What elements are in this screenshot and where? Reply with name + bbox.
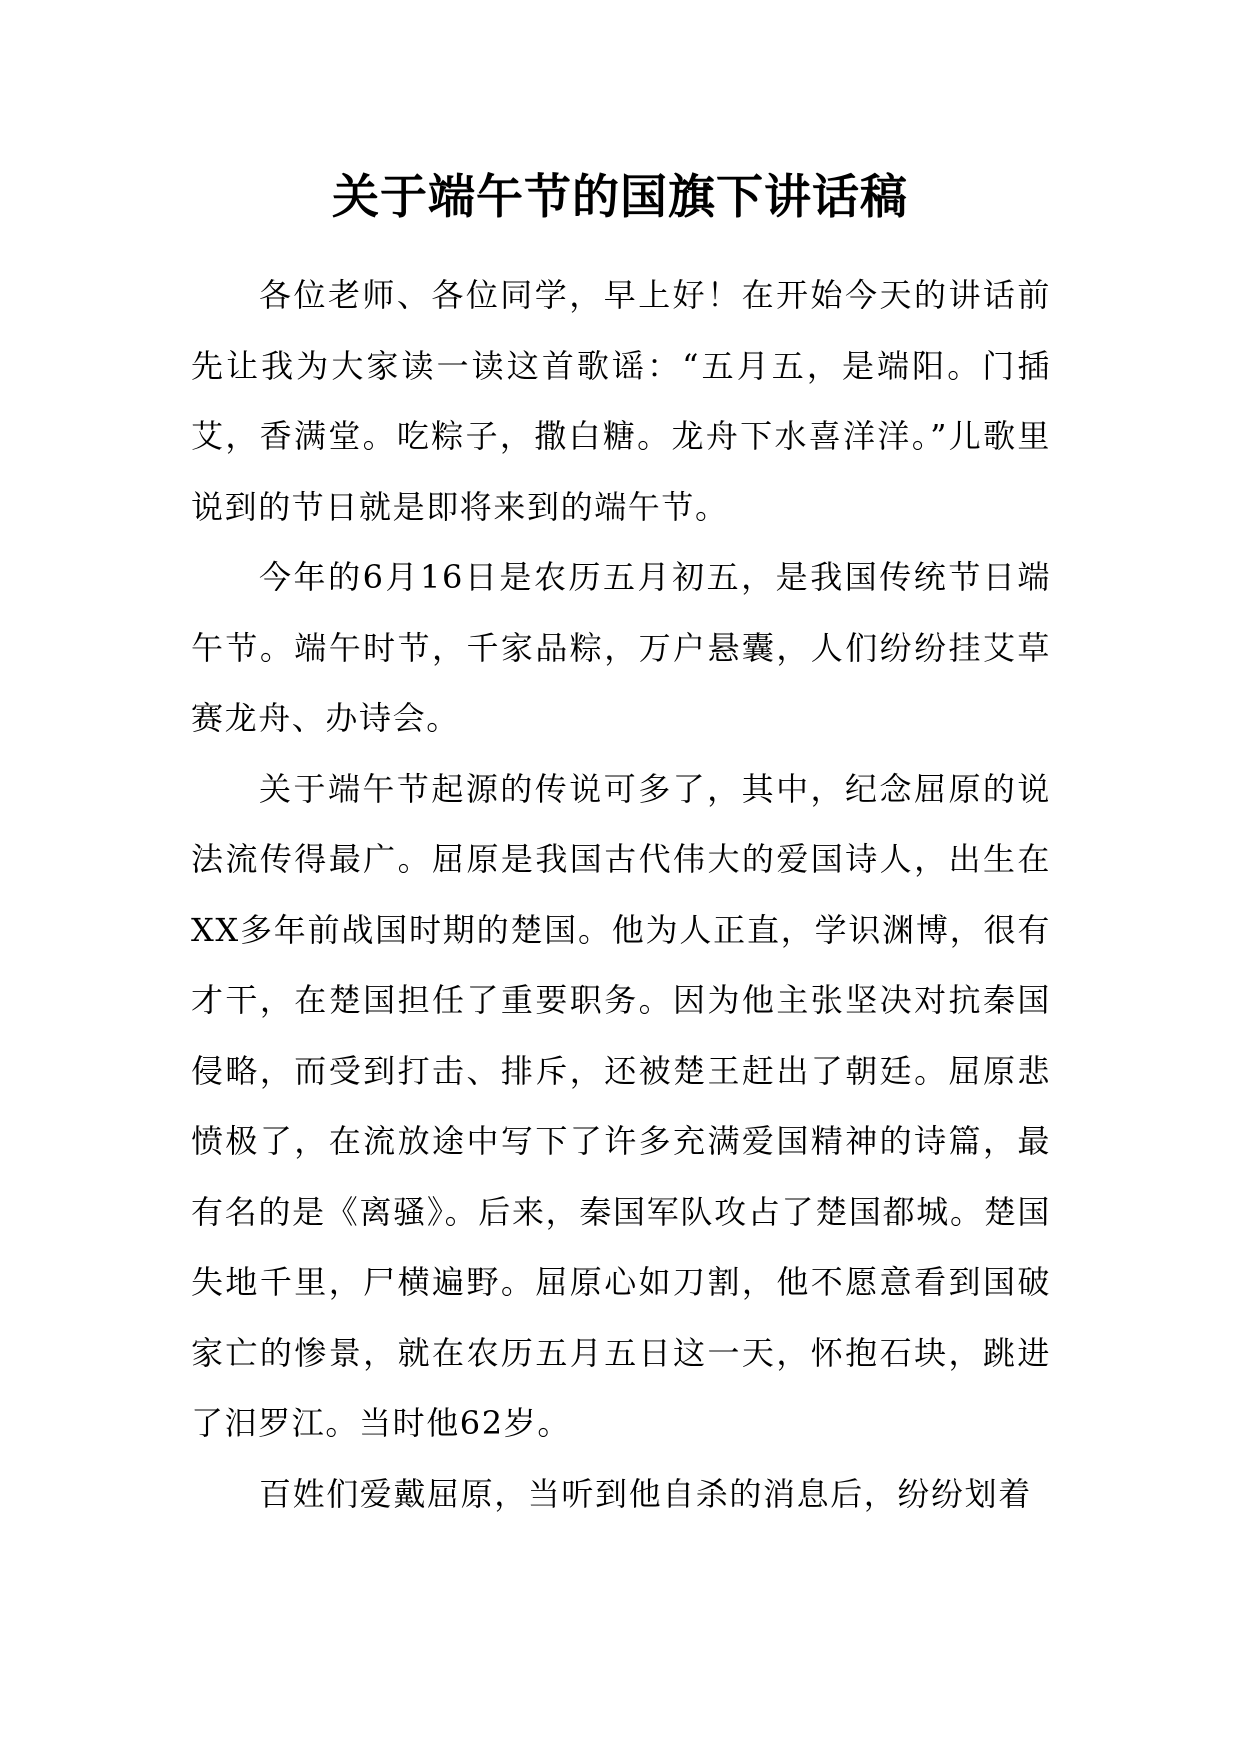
document-body bbox=[191, 260, 1051, 1529]
paragraph: 今年的6月16日是农历五月初五，是我国传统节日端午节。端午时节，千家品粽，万户悬囊，人们纷纷挂艾草赛龙舟、办诗会。 bbox=[191, 558, 1051, 737]
paragraph: 关于端午节起源的传说可多了，其中，纪念屈原的说法流传得最广。屈原是我国古代伟大的爱国诗人，出生在XX多年前战国时期的楚国。他为人正直，学识渊博，很有才干，在楚国担任了重要职务。因为他主张坚决对抗秦国侵略，而受到打击、排斥，还被楚王赶出了朝廷。屈原悲愤极了，在流放途中写下了许多充满爱国精神的诗篇，最有名的是《离骚》。后来，秦国军队攻占了楚国都城。楚国失地千里，尸横遍野。屈原心如刀割，他不愿意看到国破家亡的惨景，就在农历五月五日这一天，怀抱石块，跳进了汨罗江。当时他62岁。 bbox=[191, 769, 1051, 1442]
document-title: 关于端午节的国旗下讲话稿 bbox=[332, 170, 908, 225]
paragraph: 各位老师、各位同学，早上好！在开始今天的讲话前先让我为大家读一读这首歌谣：“五月五，是端阳。门插艾，香满堂。吃粽子，撒白糖。龙舟下水喜洋洋。”儿歌里说到的节日就是即将来到的端午节。 bbox=[191, 276, 1051, 526]
paragraph: 百姓们爱戴屈原，当听到他自杀的消息后，纷纷划着 bbox=[259, 1474, 1032, 1513]
